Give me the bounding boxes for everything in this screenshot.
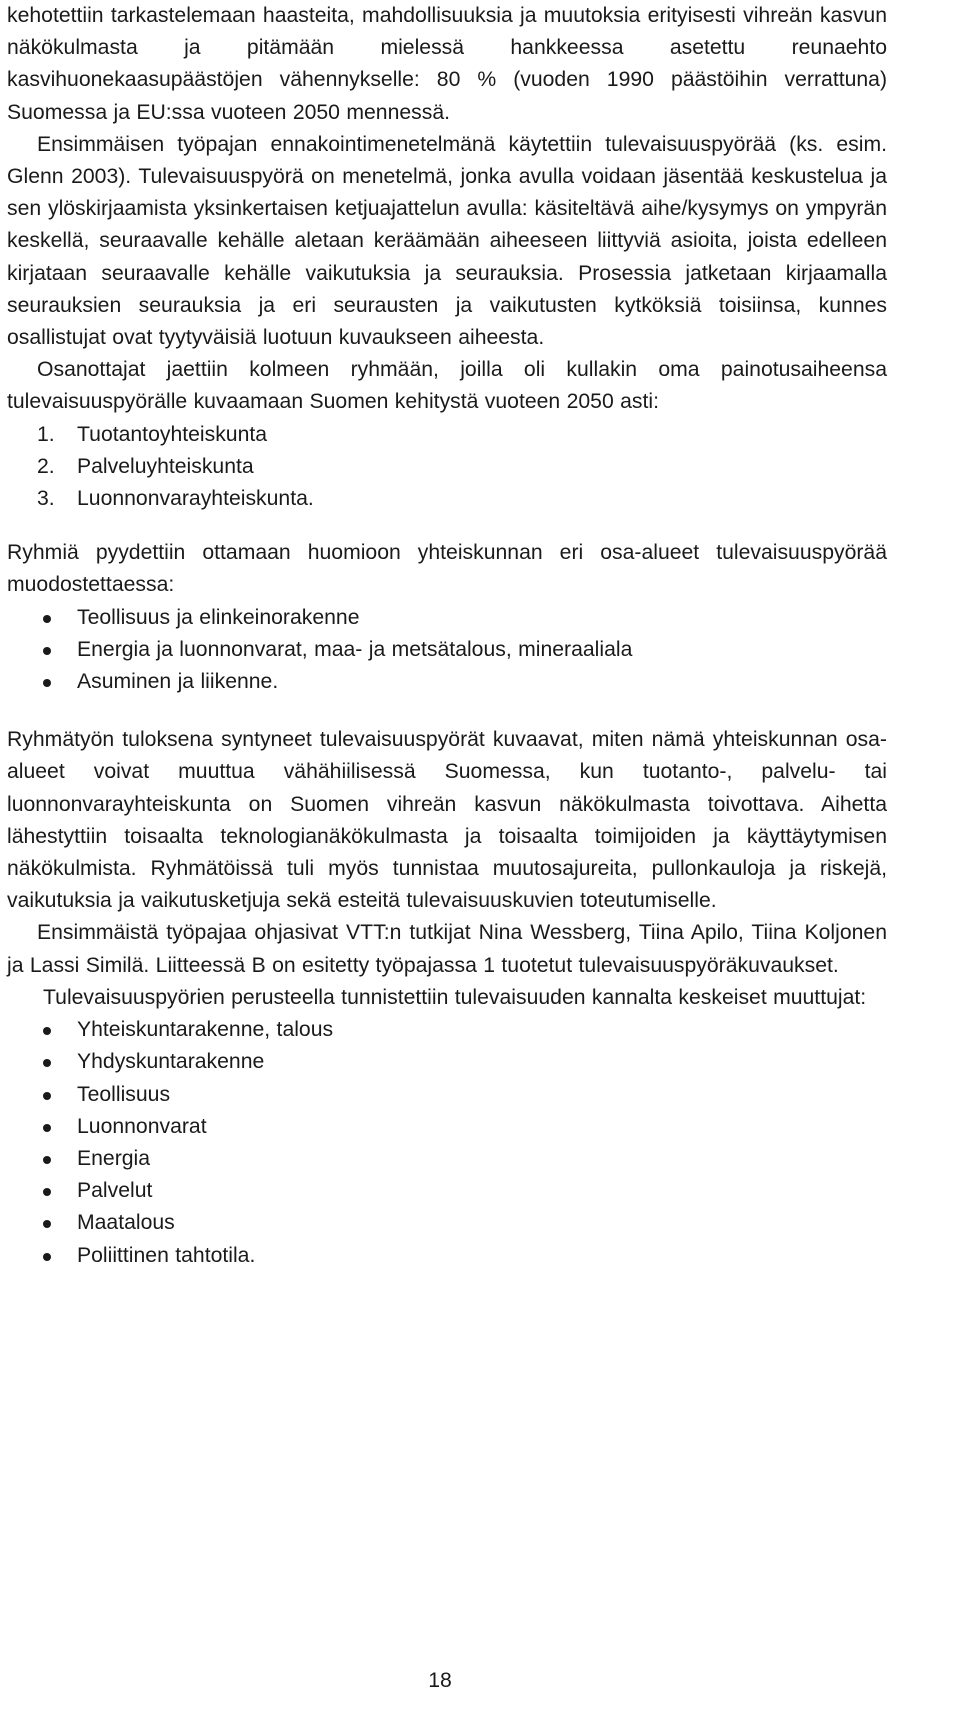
list-item: Poliittinen tahtotila. [7, 1240, 887, 1272]
list-item: Palvelut [7, 1175, 887, 1207]
list-item: Energia ja luonnonvarat, maa- ja metsätalous, mineraaliala [7, 634, 887, 666]
list-item-label: Palveluyhteiskunta [77, 454, 254, 478]
paragraph-context: kehotettiin tarkastelemaan haasteita, mahdollisuuksia ja muutoksia erityisesti vihreän kasvun näkökulmasta ja pitämään mielessä hankkeessa asetettu reunaehto kasvihuonekaasupäästöjen vähennykselle: 80 % (vuoden 1990 päästöihin verrattuna) Suomessa ja EU:ssa vuoteen 2050 mennessä. [7, 4, 887, 124]
list-item [37, 483, 887, 515]
paragraph-method: Ensimmäisen työpajan ennakointimenetelmänä käytettiin tulevaisuuspyörää (ks. esim. Glenn 2003). Tulevaisuuspyörä on menetelmä, jonka avulla voidaan jäsentää keskustelua ja sen ylöskirjaamista yksinkertaisen ketjuajattelun avulla: käsiteltävä aihe/kysymys on ympyrän keskellä, seuraavalle kehälle aletaan keräämään aiheeseen liittyviä asioita, joista edelleen kirjataan seuraavalle kehälle vaikutuksia ja seurauksia. Prosessia jatketaan kirjaamalla seurauksien seurauksia ja eri seurausten ja vaikutusten kytköksiä toisiinsa, kunnes osallistujat ovat tyytyväisiä luotuun kuvaukseen aiheesta. [7, 132, 887, 350]
paragraph-results: Ryhmätyön tuloksena syntyneet tulevaisuuspyörät kuvaavat, miten nämä yhteiskunnan osa-alueet voivat muuttua vähähiilisessä Suomessa, kun tuotanto-, palvelu- tai luonnonvarayhteiskunta on Suomen vihreän kasvun näkökulmasta toivottava. Aihetta lähestyttiin toisaalta teknologianäkökulmasta ja toisaalta toimijoiden ja käyttäytymisen näkökulmista. Ryhmätöissä tuli myös tunnistaa muutosajureita, pullonkauloja ja riskejä, vaikutuksia ja vaikutusketjuja sekä esteitä tulevaisuuskuvien toteutumiselle. [7, 728, 887, 913]
list-item: Asuminen ja liikenne. [7, 666, 887, 698]
list-item: Maatalous [7, 1207, 887, 1239]
list-item: Yhdyskuntarakenne [7, 1046, 887, 1078]
paragraph-variables-intro: Tulevaisuuspyörien perusteella tunnistettiin tulevaisuuden kannalta keskeiset muuttujat: [43, 985, 867, 1009]
list-item: Teollisuus [7, 1079, 887, 1111]
list-item [37, 451, 887, 483]
paragraph-groups-intro: Osanottajat jaettiin kolmeen ryhmään, joilla oli kullakin oma painotusaiheensa tulevaisuuspyörälle kuvaamaan Suomen kehitystä vuoteen 2050 asti: [7, 358, 887, 414]
list-number: 1. [37, 422, 55, 446]
paragraph-sectors-intro: Ryhmiä pyydettiin ottamaan huomioon yhteiskunnan eri osa-alueet tulevaisuuspyörää muodostettaessa: [7, 541, 887, 597]
list-item: Yhteiskuntarakenne, talous [7, 1014, 887, 1046]
list-number: 3. [37, 487, 55, 511]
list-item: Luonnonvarat [7, 1111, 887, 1143]
variables-list [7, 1014, 887, 1272]
list-item-label: Tuotantoyhteiskunta [77, 422, 268, 446]
list-number: 2. [37, 454, 55, 478]
list-item-label: Luonnonvarayhteiskunta. [77, 487, 314, 511]
paragraph-facilitators: Ensimmäistä työpajaa ohjasivat VTT:n tutkijat Nina Wessberg, Tiina Apilo, Tiina Koljonen ja Lassi Similä. Liitteessä B on esitetty työpajassa 1 tuotetut tulevaisuuspyöräkuvaukset. [7, 921, 887, 977]
groups-list [37, 419, 887, 516]
list-item: Energia [7, 1143, 887, 1175]
sectors-list [7, 602, 887, 699]
list-item: Teollisuus ja elinkeinorakenne [7, 602, 887, 634]
page-number: 18 [428, 1669, 452, 1692]
list-item [37, 419, 887, 451]
